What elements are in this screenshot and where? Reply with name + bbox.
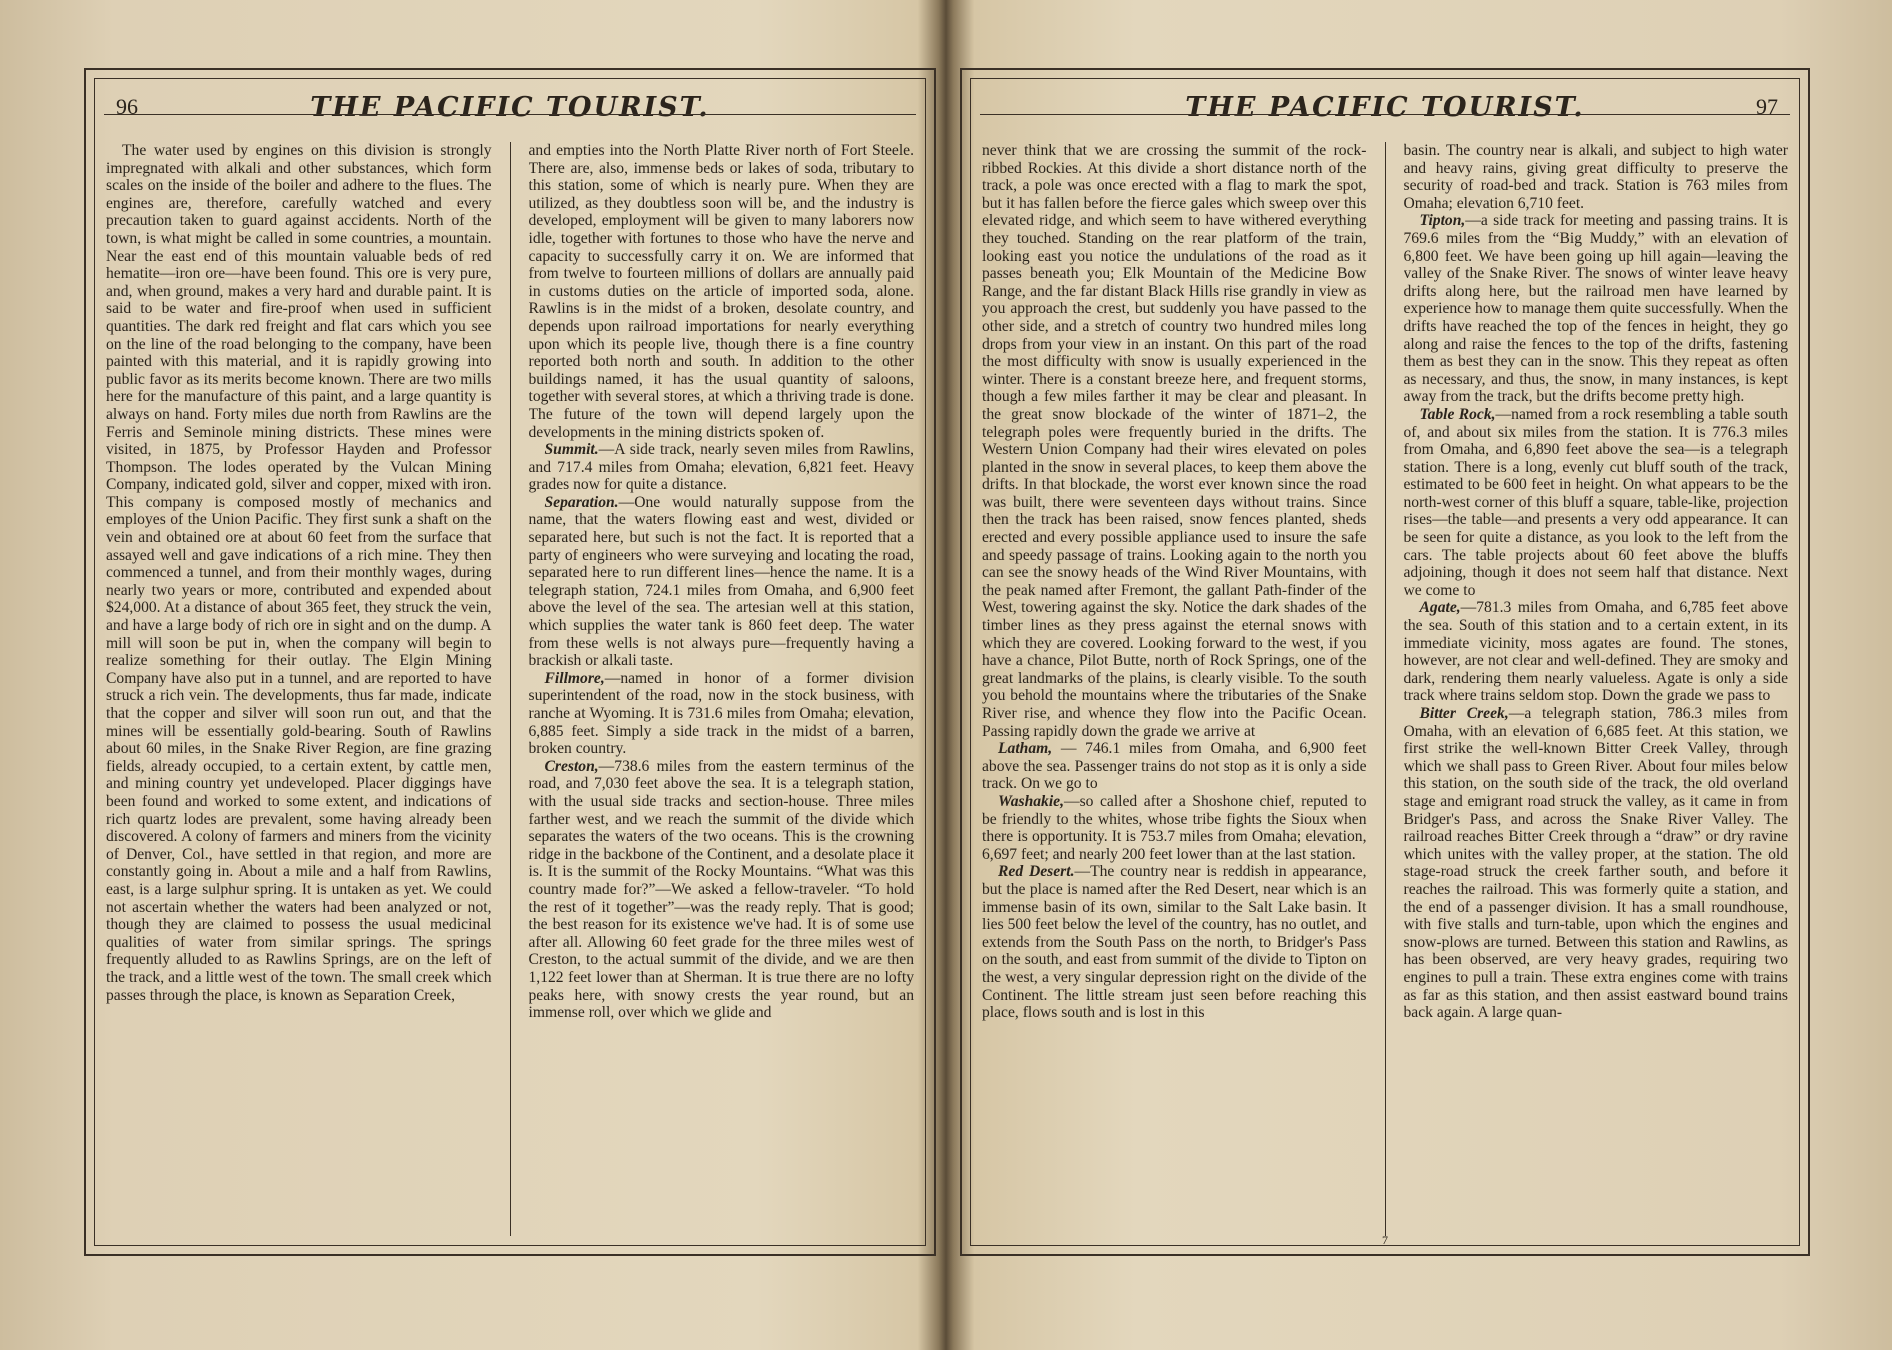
page-number: 97 (1756, 94, 1778, 119)
text-column-1 (982, 142, 1367, 1236)
station-name: Latham, (998, 740, 1053, 758)
paragraph-text: —so called after a Shoshone chief, reputed to be friendly to the whites, whose tribe fights the Sioux when there is opportunity. It is 753.7 miles from Omaha; elevation, 6,697 feet; and nearly 200 feet lower than at the last station. (982, 792, 1367, 863)
paragraph (1404, 142, 1789, 212)
running-title: THE PACIFIC TOURIST. (310, 92, 710, 123)
station-name: Bitter Creek, (1419, 705, 1509, 722)
station-name: Separation. (544, 493, 619, 511)
paragraph (529, 142, 915, 441)
paragraph-text: —781.3 miles from Omaha, and 6,785 feet above the sea. South of this station and to a certain extent, in its immediate vicinity, moss agates are found. The stones, however, are not clear and well-defined. They are smoky and dark, rendering them nearly valueless. Agate is only a side track where trains seldom stop. Down the grade we pass to (1403, 599, 1788, 705)
text-columns (106, 142, 914, 1236)
station-paragraph (529, 758, 915, 1022)
left-page (84, 68, 936, 1256)
station-name: Agate, (1419, 599, 1461, 617)
paragraph-text: —a telegraph station, 786.3 miles from Omaha, with an elevation of 6,685 feet. At this station, we first strike the well-known Bitter Creek Valley, through which we shall pass to Green River. About four miles below this station, on the south side of the track, the old overland stage and emigrant road struck the valley, as it came in from Bridger's Pass, and across the Snake River Valley. The railroad reaches Bitter Creek through a “draw” or dry ravine which unites with the valley proper, at the station. The old stage-road struck the creek farther south, and before it reaches the railroad. This was formerly quite a station, and the end of a passenger division. It has a small roundhouse, with five stalls and turn-table, upon which the engines and snow-plows are turned. Between this station and Rawlins, as has been observed, are very heavy grades, requiring two engines to pull a train. These extra engines come with trains as far as this station, and then assist eastward bound trains back again. A large quan- (1403, 705, 1788, 1022)
station-paragraph (982, 740, 1367, 793)
head-rule (104, 114, 916, 115)
text-columns (982, 142, 1788, 1236)
station-paragraph (1404, 212, 1789, 406)
column-divider (510, 142, 511, 1236)
paragraph (982, 142, 1367, 740)
station-paragraph (1404, 406, 1789, 600)
paragraph-text: —A side track, nearly seven miles from Rawlins, and 717.4 miles from Omaha; elevation, 6,821 feet. Heavy grades now for quite a distance. (528, 441, 914, 494)
paragraph-text: —named in honor of a former division superintendent of the road, now in the stock business, with ranche at Wyoming. It is 731.6 miles from Omaha; elevation, 6,885 feet. Simply a side track in the midst of a barren, broken country. (528, 669, 914, 758)
station-paragraph (529, 494, 915, 670)
station-name: Summit. (544, 441, 599, 459)
station-name: Washakie, (998, 792, 1064, 810)
running-head (86, 92, 934, 128)
paragraph-text: —named from a rock resembling a table south of, and about six miles from the station. It is 776.3 miles from Omaha, and 6,890 feet above the sea—is a telegraph station. There is a long, evenly cut bluff south of the track, estimated to be 600 feet in height. On what appears to be the north-west corner of this bluff a square, table-like, projection rises—the table—and presents a very odd appearance. It can be seen for quite a distance, as you look to the left from the cars. The table projects about 60 feet above the bluffs adjoining, though it does not seem half that distance. Next we come to (1403, 405, 1788, 599)
station-paragraph (529, 670, 915, 758)
text-column-2 (1404, 142, 1789, 1236)
station-name: Creston, (544, 757, 599, 775)
paragraph (106, 142, 492, 1004)
text-column-1 (106, 142, 492, 1236)
paragraph-text: basin. The country near is alkali, and subject to high water and heavy rains, giving great difficulty to preserve the security of road-bed and track. Station is 763 miles from Omaha; elevation 6,710 feet. (1403, 142, 1788, 212)
text-column-2 (529, 142, 915, 1236)
station-name: Red Desert. (998, 863, 1075, 881)
page-number: 96 (116, 94, 138, 119)
running-head (962, 92, 1808, 128)
paragraph-text: —738.6 miles from the eastern terminus of the road, and 7,030 feet above the sea. It is a telegraph station, with the usual side tracks and section-house. Three miles farther west, and we reach the summit of the divide which separates the waters of the two oceans. This is the crowning ridge in the backbone of the Continent, and a desolate place it is. It is the summit of the Rocky Mountains. “What was this country made for?”—We asked a fellow-traveler. “To hold the rest of it together”—was the ready reply. That is good; the best reason for its existence we've had. It is of some use after all. Allowing 60 feet grade for the three miles west of Creston, to the actual summit of the divide, and we are then 1,122 feet lower than at Sherman. It is true there are no lofty peaks here, with snowy crests the year round, but an immense roll, over which we glide and (528, 757, 914, 1022)
paragraph-text: never think that we are crossing the summit of the rock-ribbed Rockies. At this divide a short distance north of the track, a pole was once erected with a flag to mark the spot, but it has fallen before the fierce gales which sweep over this elevated ridge, and which seem to have withered everything they touched. Standing on the rear platform of the train, looking east you notice the undulations of the road as it passes beneath you; Elk Mountain of the Medicine Bow Range, and the far distant Black Hills rise grandly in view as you approach the crest, but suddenly you have passed to the other side, and a stretch of country two hundred miles long drops from your view in an instant. On this part of the road the most difficulty with snow is usually experienced in the winter. There is a constant breeze here, and frequent storms, though a few miles farther it may be clear and pleasant. In the great snow blockade of the winter of 1871–2, the telegraph poles were frequently buried in the drifts. The Western Union Company had their wires elevated on poles planted in the snow in several places, to keep them above the drifts. In that blockade, the worst ever known since the road was built, there were seventeen days without trains. Since then the track has been raised, snow fences planted, sheds erected and every possible appliance used to insure the safe and speedy passage of trains. Looking again to the north you can see the snowy heads of the Wind River Mountains, with the peak named after Fremont, the gallant Path-finder of the West, towering against the sky. Notice the dark shades of the timber lines as they press against the eternal snows with which they are covered. Looking forward to the west, if you have a chance, Pilot Butte, north of Rock Springs, one of the great landmarks of the plains, is clearly visible. To the south you behold the mountains where the tributaries of the Snake River rise, and whence they flow into the Pacific Ocean. Passing rapidly down the grade we arrive at (982, 142, 1367, 740)
paragraph-text: The water used by engines on this division is strongly impregnated with alkali and other substances, which form scales on the inside of the boiler and adhere to the flues. The engines are, therefore, carefully watched and every precaution taken to guard against accidents. North of the town, is what might be called in some countries, a mountain. Near the east end of this mountain valuable beds of red hematite—iron ore—have been found. This ore is very pure, and, when ground, makes a very hard and durable paint. It is said to be water and fire-proof when used in sufficient quantities. The dark red freight and flat cars which you see on the line of the road belonging to the company, have been painted with this material, and it is rapidly growing into public favor as its merits become known. There are two mills here for the manufacture of this paint, and a large quantity is always on hand. Forty miles due north from Rawlins are the Ferris and Seminole mining districts. These mines were visited, in 1875, by Professor Hayden and Professor Thompson. The lodes operated by the Vulcan Mining Company, indicated gold, silver and copper, mixed with iron. This company is composed mostly of mechanics and employes of the Union Pacific. They first sunk a shaft on the vein and obtained ore at about 60 feet from the surface that assayed well and gave indications of a rich mine. They then commenced a tunnel, and from their monthly wages, during nearly two years or more, contributed and expended about $24,000. At a distance of about 365 feet, they struck the vein, and have a large body of rich ore in sight and on the dump. A mill will soon be put in, when the company will begin to realize something for their outlay. The Elgin Mining Company have also put in a tunnel, and are reported to have struck a rich vein. The developments, thus far made, indicate that the copper and silver will soon run out, and that the mines will be essentially gold-bearing. South of Rawlins about 60 miles, in the Snake River Region, are fine grazing fields, already occupied, to a certain extent, by cattle men, and mining country yet undeveloped. Placer diggings have been found and worked to some extent, and indications of rich quartz lodes are prevalent, some having already been discovered. A colony of farmers and miners from the vicinity of Denver, Col., have settled in that region, and more are constantly going in. About a mile and a half from Rawlins, east, is a large sulphur spring. It is untaken as yet. We could not ascertain whether the waters had been analyzed or not, though they are claimed to possess the usual medicinal qualities of water from similar springs. The springs frequently alluded to as Rawlins Springs, are on the left of the track, and a little west of the town. The small creek which passes through the place, is known as Separation Creek, (106, 142, 492, 1004)
station-paragraph (529, 441, 915, 494)
station-paragraph (982, 793, 1367, 863)
station-name: Table Rock, (1419, 405, 1496, 423)
right-page (960, 68, 1810, 1256)
paragraph-text: —The country near is reddish in appearance, but the place is named after the Red Desert, near which is an immense basin of its own, similar to the Salt Lake basin. It lies 500 feet below the level of the country, has no outlet, and extends from the South Pass on the north, to Bridger's Pass on the south, and east from summit of the divide to Tipton on the west, a very singular depression right on the divide of the Continent. The little stream just seen before reaching this place, flows south and is lost in this (982, 863, 1367, 1022)
head-rule (980, 114, 1790, 115)
paragraph-text: and empties into the North Platte River north of Fort Steele. There are, also, immense beds or lakes of soda, tributary to this station, some of which is nearly pure. When they are utilized, as they doubtless soon will be, and the industry is developed, employment will be given to many laborers now idle, together with fortunes to those who have the nerve and capacity to successfully carry it on. We are informed that from twelve to fourteen millions of dollars are annually paid in customs duties on the article of imported soda, alone. Rawlins is in the midst of a broken, desolate country, and depends upon railroad importations for nearly everything upon which its people live, though there is a fine country reported both north and south. In addition to the other buildings named, it has the usual quantity of saloons, together with several stores, at which a thriving trade is done. The future of the town will depend largely upon the developments in the mining districts spoken of. (528, 142, 914, 441)
running-title: THE PACIFIC TOURIST. (1185, 92, 1585, 123)
paragraph-text: —a side track for meeting and passing trains. It is 769.6 miles from the “Big Muddy,” with an elevation of 6,800 feet. We have been going up hill again—leaving the valley of the Snake River. The snows of winter leave heavy drifts along here, but the railroad men have learned by experience how to manage them quite successfully. When the drifts have reached the top of the fences in height, they go along and raise the fences to the top of the drifts, fastening them as best they can in the snow. This they repeat as often as necessary, and thus, the snow, in many instances, is kept away from the track, but the drifts become pretty high. (1403, 212, 1788, 406)
station-paragraph (1404, 705, 1789, 1022)
station-name: Fillmore, (544, 669, 605, 687)
paragraph-text: —One would naturally suppose from the name, that the waters flowing east and west, divided or separated here, but such is not the fact. It is reported that a party of engineers who were surveying and locating the road, separated here to run different lines—hence the name. It is a telegraph station, 724.1 miles from Omaha, and 6,900 feet above the level of the sea. The artesian well at this station, which supplies the water tank is 860 feet deep. The water from these wells is not always pure—frequently having a brackish or alkali taste. (528, 493, 914, 670)
column-divider (1385, 142, 1386, 1236)
station-paragraph (982, 863, 1367, 1021)
signature-mark: 7 (1382, 1233, 1388, 1247)
paragraph-text: — 746.1 miles from Omaha, and 6,900 feet above the sea. Passenger trains do not stop as it is only a side track. On we go to (982, 740, 1367, 793)
station-paragraph (1404, 599, 1789, 705)
station-name: Tipton, (1419, 212, 1466, 230)
